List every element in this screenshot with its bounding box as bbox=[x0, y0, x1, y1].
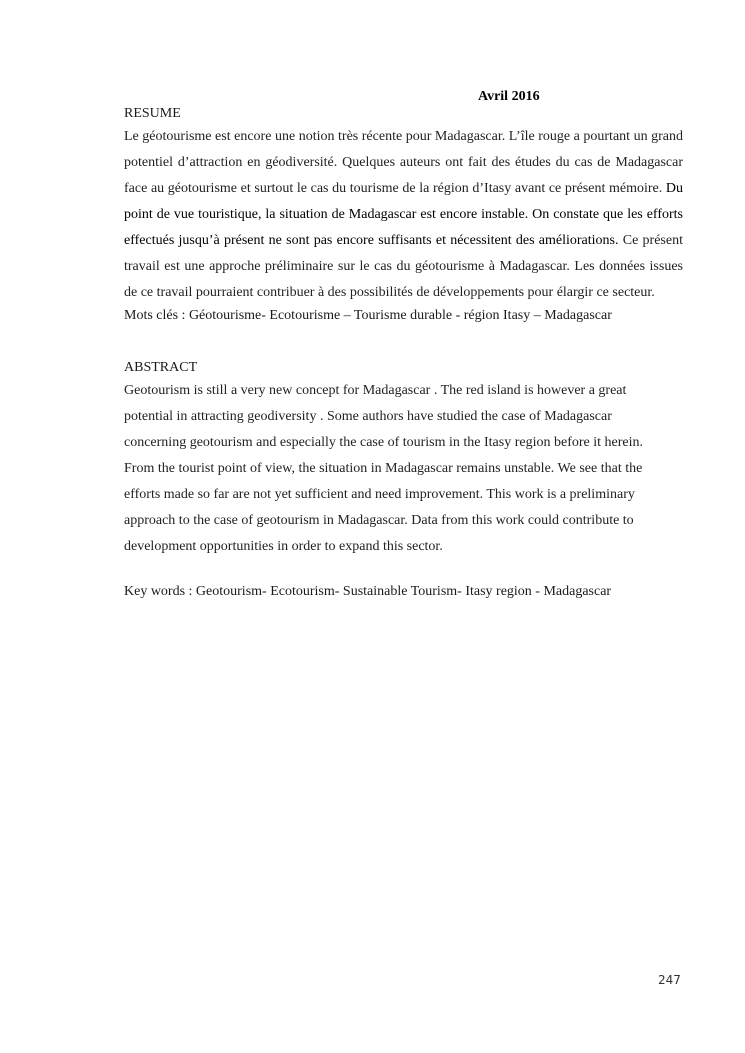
abstract-line: From the tourist point of view, the situation in Madagascar remains unstable. We see that the bbox=[124, 461, 643, 476]
document-date: Avril 2016 bbox=[478, 89, 540, 104]
abstract-line: efforts made so far are not yet sufficient and need improvement. This work is a preliminary bbox=[124, 487, 635, 502]
abstract-paragraph bbox=[124, 378, 683, 560]
abstract-keywords: Key words : Geotourism- Ecotourism- Sustainable Tourism- Itasy region - Madagascar bbox=[124, 584, 612, 599]
abstract-line: potential in attracting geodiversity . Some authors have studied the case of Madagascar bbox=[124, 409, 612, 424]
resume-heading: RESUME bbox=[124, 106, 181, 121]
abstract-line: Geotourism is still a very new concept for Madagascar . The red island is however a great bbox=[124, 383, 627, 398]
resume-paragraph bbox=[124, 124, 683, 306]
resume-text-part1: Le géotourisme est encore une notion très récente pour Madagascar. L’île rouge a pourtant un grand potentiel d’attraction en géodiversité. Quelques auteurs ont fait des études du cas de Madagascar face au géotourisme et surtout le cas du tourisme de la région d’Itasy avant ce présent mémoire. bbox=[124, 129, 683, 196]
resume-section bbox=[124, 104, 683, 326]
abstract-heading: ABSTRACT bbox=[124, 360, 198, 375]
page-number: 247 bbox=[658, 973, 681, 987]
abstract-section bbox=[124, 358, 683, 602]
resume-keywords: Mots clés : Géotourisme- Ecotourisme – Tourisme durable - région Itasy – Madagascar bbox=[124, 308, 612, 323]
resume-text-part3: Ce présent travail est une approche préliminaire sur le cas du géotourisme à Madagascar. Les données issues de ce travail pourraient contribuer à des possibilités de développements pour élargir ce secteur. bbox=[124, 233, 683, 300]
abstract-line: development opportunities in order to expand this sector. bbox=[124, 539, 443, 554]
page-content bbox=[124, 104, 683, 602]
resume-text-part2: Du point de vue touristique, la situation de Madagascar est encore instable. On constate que les efforts effectués jusqu’à présent ne sont pas encore suffisants et nécessitent des améliorations. bbox=[124, 181, 683, 248]
abstract-line: concerning geotourism and especially the case of tourism in the Itasy region before it herein. bbox=[124, 435, 643, 450]
section-spacer bbox=[124, 326, 683, 358]
abstract-line: approach to the case of geotourism in Madagascar. Data from this work could contribute to bbox=[124, 513, 634, 528]
